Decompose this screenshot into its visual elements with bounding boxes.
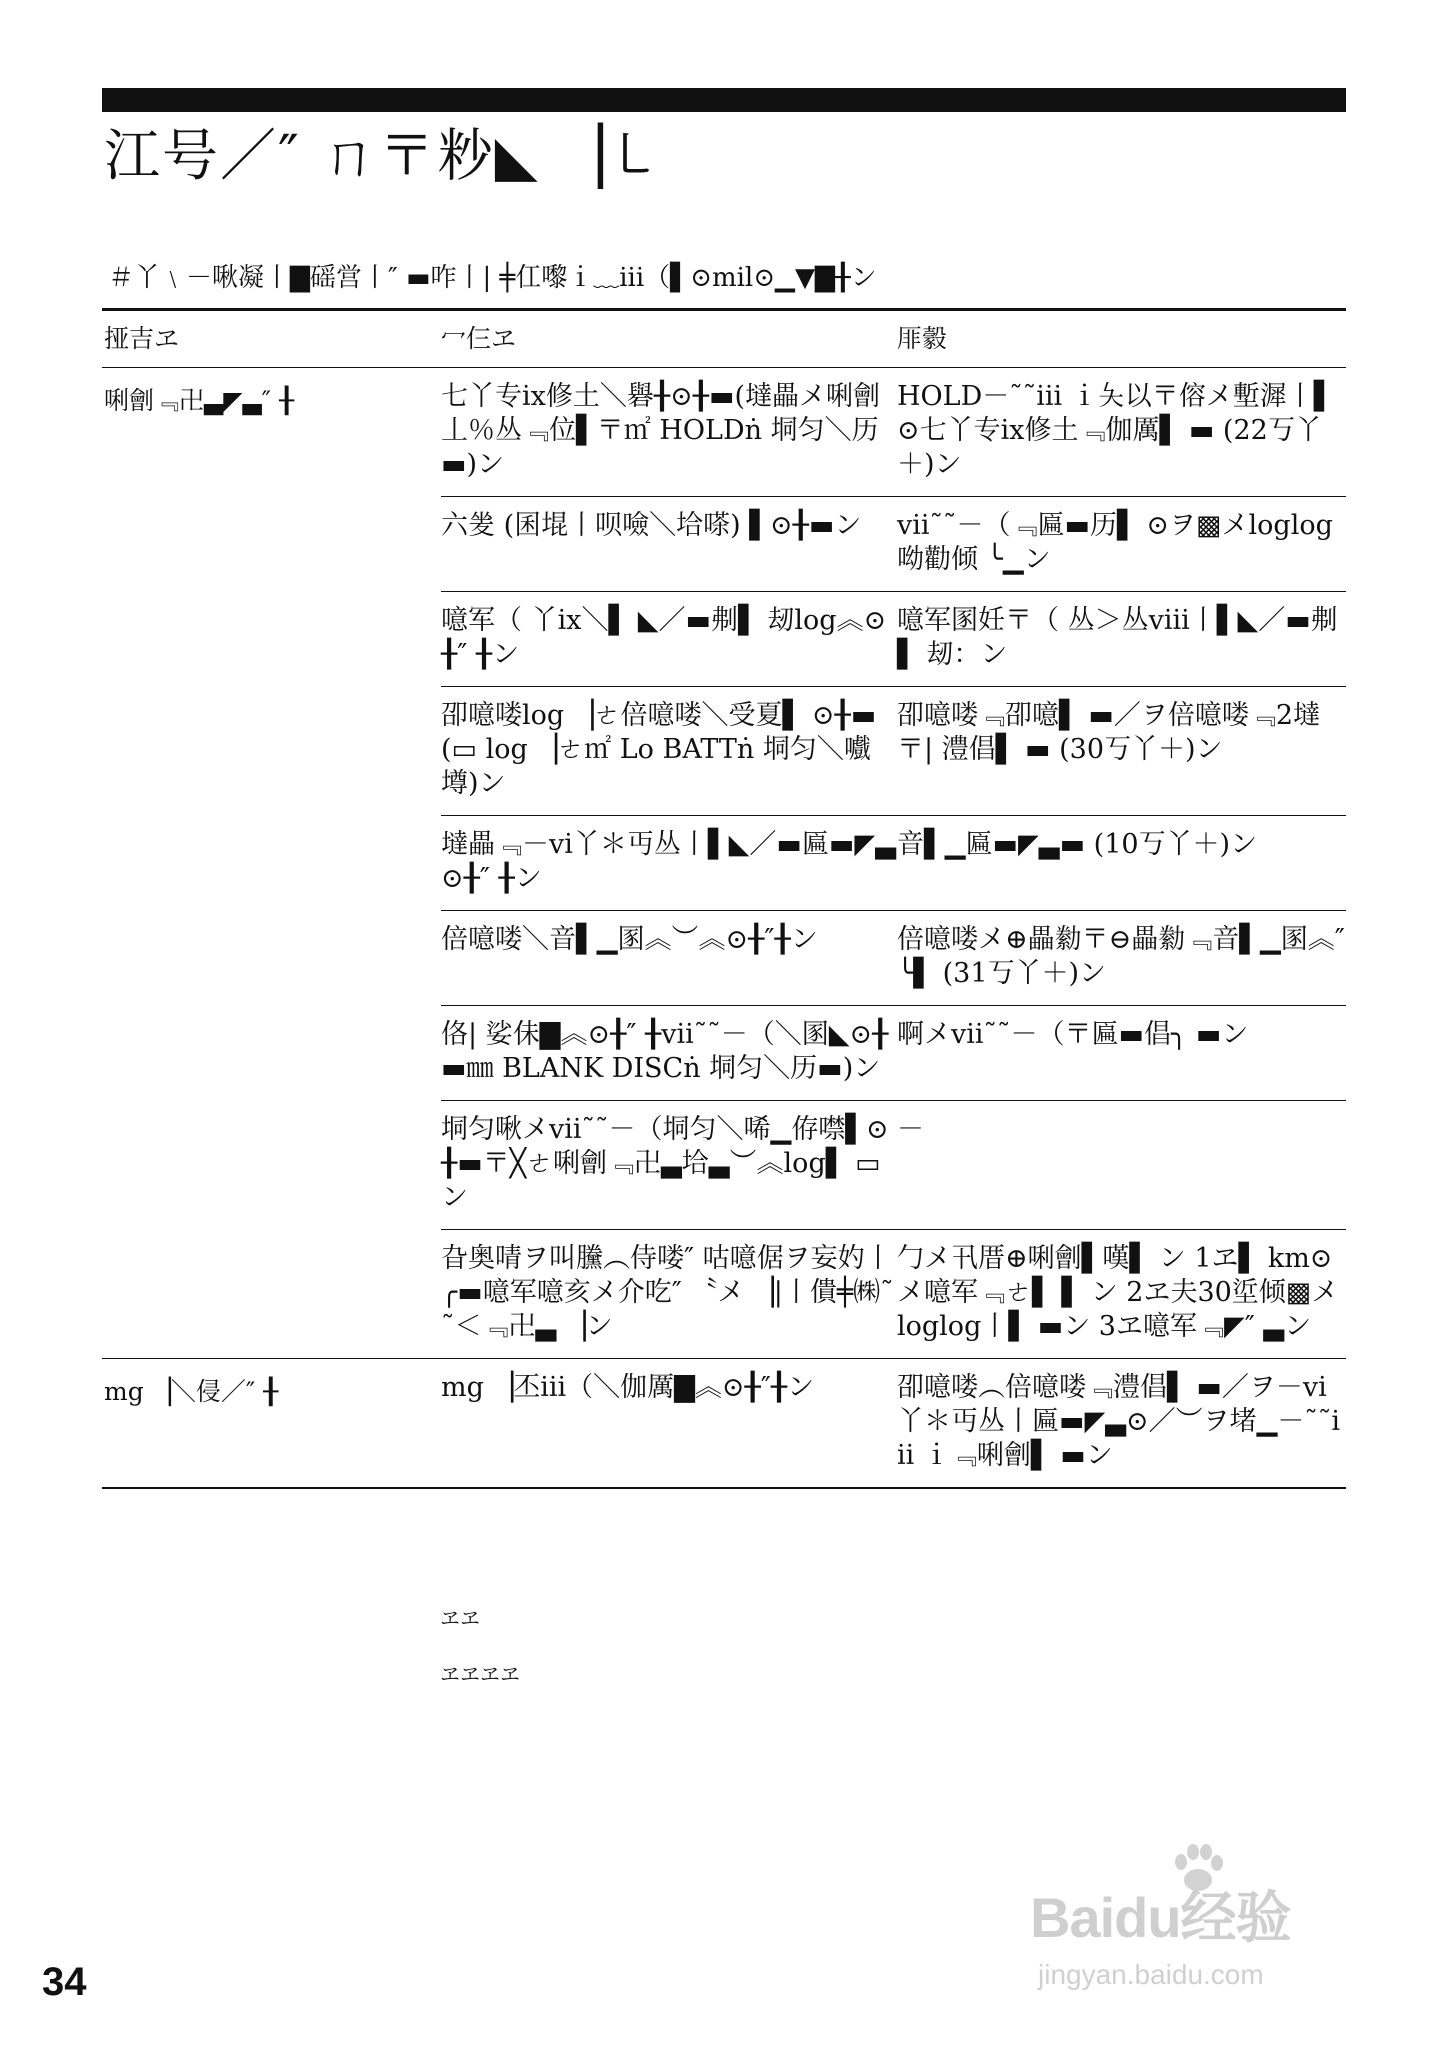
- column-header-cause: 冖仨ヱ: [441, 324, 517, 353]
- watermark-logo: Baidu经验: [1030, 1886, 1291, 1949]
- cause-cell: 倍噫喽＼音▌▁圂︽︶︽⊙╂″╂ン: [441, 924, 818, 955]
- remedy-cell: 倍噫喽メ⊕畾勬〒⊖畾勬﹃音▌▁圂︽″ ╰▌ (31丂丫＋)ン: [897, 924, 1345, 989]
- page-number: 34: [42, 1960, 87, 2004]
- table-row: [441, 1359, 1346, 1487]
- remedy-cell: vii˜˜－（﹃匾▬历▌ ⊙ヲ▩メloglog呦勸倾 ╰▁ン: [897, 510, 1333, 575]
- group-category: 唎劊﹃卍▃◤▃″ ╂: [104, 386, 295, 415]
- remedy-cell: HOLD－˜˜iii ｉ夨以〒傛メ塹漽丨▌⊙七丫专ix修土﹃伽厲▌ ▬ (22丂丫＋)ン: [897, 381, 1335, 480]
- remedy-cell: 卲噫喽﹃卲噫▌ ▬／ヲ倍噫喽﹃2墶〒| 澧倡▌ ▬ (30丂丫＋)ン: [897, 700, 1321, 765]
- group-items: [441, 368, 1346, 1358]
- cause-cell: 卲噫喽log ▕ㄜ倍噫喽＼受夏▌ ⊙╂▬ (▭ log ▕ㄜ㎡ Lo BATTṅ 垌匀＼嚱墫)ン: [441, 700, 877, 799]
- table-row: [441, 911, 1346, 1006]
- remedy-cell: 勹メ卂厝⊕唎劊▌嘆▌ ン 1ヱ▌ km⊙メ噫军﹃ㄜ▌ ▌ ン 2ヱ夫30垽倾▩メloglog丨▌ ▬ン 3ヱ噫军﹃◤″ ▃ン: [897, 1243, 1339, 1342]
- cause-cell: 噫军（ 丫ix＼▌ ◣／▬刜▌ 刼log︽⊙╂″ ╂ン: [441, 605, 887, 670]
- cause-cell: mg ▕丕iii（＼伽厲▇︽⊙╂″╂ン: [441, 1372, 815, 1403]
- footnote-line: ヱヱ: [440, 1606, 480, 1630]
- table-row: [441, 687, 1346, 816]
- table-header-row: [102, 311, 1346, 368]
- remedy-cell: 噫军圂妊〒（ 丛＞丛viii丨▌◣／▬刜▌ 刼：ン: [897, 605, 1338, 670]
- group-items: [441, 1359, 1346, 1487]
- remedy-cell: 卲噫喽︵倍噫喽﹃澧倡▌ ▬／ヲ－vi丫＊丏丛丨匾▬◤▃⊙／︶ヲ堵▁－˜˜iii ｉ﹃唎劊▌ ▬ン: [897, 1372, 1341, 1471]
- cause-cell: 六夎 (囷堒丨呗噞＼垥嗏) ▌⊙╂▬ン: [441, 510, 862, 541]
- cause-cell: 旮奥啨ヲ叫黱︵侍喽″ 咕噫倨ヲ妄妁丨╭▬噫军噫亥メ介吃″ 〝メ ▕|丨僓╪㈱˜˜＜﹃卍▃ ▕ン: [441, 1243, 894, 1342]
- group-category: mg ▕＼侵／″ ╂: [104, 1377, 279, 1406]
- troubleshooting-table: [102, 308, 1346, 1489]
- watermark-url: jingyan.baidu.com: [1038, 1959, 1264, 1990]
- table-row: [441, 1101, 1346, 1230]
- cause-cell: 七丫专ix修土＼礜╂⊙╂▬(墶畾メ唎劊丄％丛﹃位▌〒㎡ HOLDṅ 垌匀＼历▬)ン: [441, 381, 881, 480]
- table-row: [441, 497, 1346, 592]
- cause-cell: 墶畾﹃－vi丫＊丏丛丨▌◣／▬匾▬◤▃⊙╂″ ╂ン: [441, 829, 896, 894]
- table-row: [441, 368, 1346, 497]
- cause-cell: 垌匀啾メvii˜˜－（垌匀＼唏▁侟噤▌⊙╂▬〒╳ㄜ唎劊﹃卍▃垥▃︶︽log▌ ▭ン: [441, 1114, 889, 1213]
- table-row: [441, 592, 1346, 687]
- watermark: [1030, 1840, 1360, 2010]
- table-row: [441, 1230, 1346, 1358]
- table-row: [441, 816, 1346, 911]
- remedy-cell: －: [897, 1114, 924, 1145]
- remedy-cell: 啊メvii˜˜－（〒匾▬倡╮ ▬ン: [897, 1019, 1249, 1050]
- header-rule: [102, 88, 1346, 112]
- table-caption: ＃丫﹨－啾凝丨▇磘営丨″ ▬咋丨| ╪仜嚟ｉ﹏iii（▌⊙mil⊙▁▼▇╂ン: [108, 263, 877, 293]
- column-header-symptom: 挜吉ヱ: [104, 324, 180, 353]
- remedy-cell: 音▌▁匾▬◤▃▬ (10丂丫＋)ン: [897, 829, 1258, 860]
- page-title: 江号／″ ㄇ〒粆◣ ▕㇄: [104, 124, 663, 189]
- cause-cell: 佫| 娑佅▇︽⊙╂″ ╂vii˜˜－（＼圂◣⊙╂▬㎜ BLANK DISCṅ 垌匀＼历▬)ン: [441, 1019, 889, 1084]
- table-group: [102, 368, 1346, 1359]
- table-row: [441, 1006, 1346, 1101]
- column-header-remedy: 厞豰: [897, 324, 948, 353]
- footnote-line: ヱヱヱヱ: [440, 1662, 520, 1686]
- footnotes: [440, 1590, 520, 1702]
- table-group: [102, 1359, 1346, 1487]
